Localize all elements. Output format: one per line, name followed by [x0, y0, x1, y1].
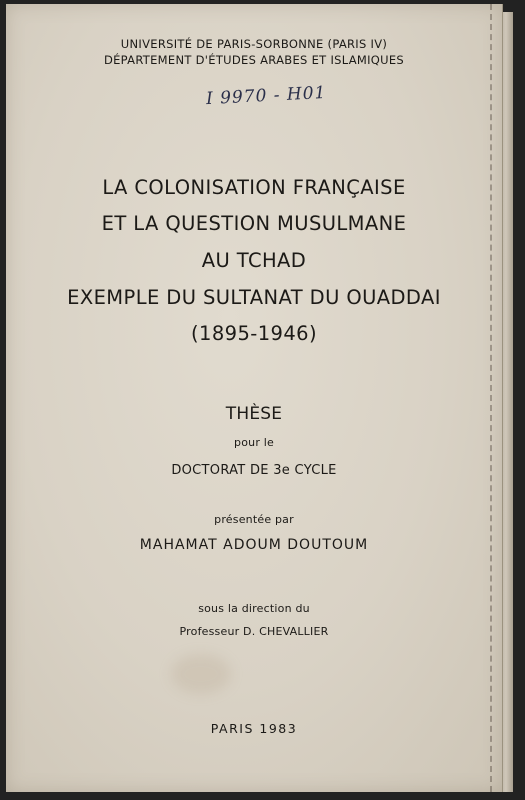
degree-title: DOCTORAT DE 3e CYCLE — [171, 463, 337, 478]
title-line-3: AU TCHAD — [201, 249, 307, 272]
paper-stain — [171, 654, 231, 694]
handwritten-shelfmark: I 9970 - H01 — [205, 82, 327, 110]
place-and-date: PARIS 1983 — [210, 721, 298, 736]
thesis-label: THÈSE — [225, 404, 283, 424]
title-line-5-dates: (1895-1946) — [191, 322, 317, 345]
supervision-label: sous la direction du — [198, 602, 310, 615]
university-name: UNIVERSITÉ DE PARIS-SORBONNE (PARIS IV) — [120, 37, 388, 51]
supervisor-name: Professeur D. CHEVALLIER — [179, 625, 329, 638]
author-name: MAHAMAT ADOUM DOUTOUM — [139, 537, 369, 553]
title-line-2: ET LA QUESTION MUSULMANE — [101, 212, 407, 235]
title-line-1: LA COLONISATION FRANÇAISE — [102, 176, 406, 199]
title-page — [6, 4, 503, 792]
presented-by-label: présentée par — [214, 513, 294, 526]
thesis-for: pour le — [234, 436, 274, 449]
perforation-edge — [486, 4, 492, 792]
title-line-4: EXEMPLE DU SULTANAT DU OUADDAI — [67, 286, 441, 309]
department-name: DÉPARTEMENT D'ÉTUDES ARABES ET ISLAMIQUES — [103, 53, 405, 67]
